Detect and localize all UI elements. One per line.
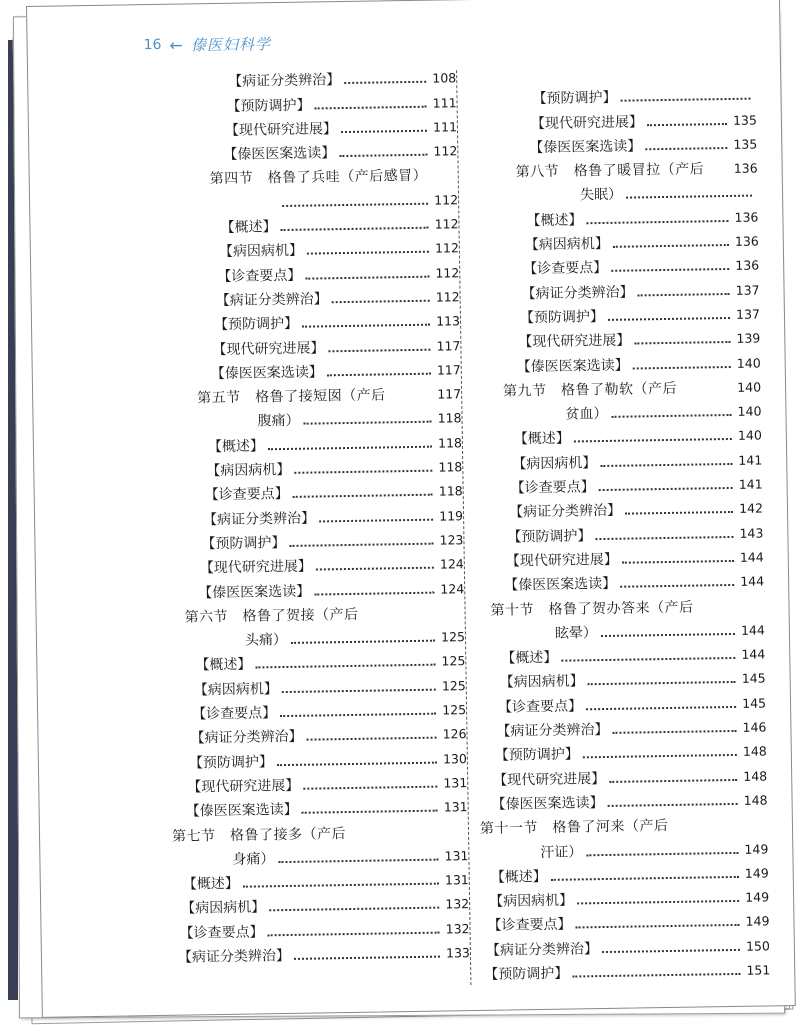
- toc-entry: [160, 937, 470, 966]
- toc-entry-text: 【病因病机】: [512, 454, 597, 473]
- dot-leader: [625, 511, 733, 515]
- dot-leader: [327, 373, 431, 377]
- dot-leader: [600, 463, 732, 467]
- toc-entry-text: 【诊查要点】: [204, 486, 289, 504]
- toc-entry-text: 失眠）: [579, 187, 623, 204]
- toc-page-number: 136: [734, 233, 759, 249]
- toc-page-number: 141: [738, 476, 763, 492]
- dot-leader: [613, 244, 729, 248]
- dot-leader: [626, 195, 752, 199]
- toc-entry-text: 【傣医医案选读】: [223, 145, 336, 164]
- toc-entry-text: 【预防调护】: [213, 316, 299, 334]
- toc-entry-text: 【概述】: [513, 430, 570, 448]
- toc-page-number: 125: [441, 653, 466, 669]
- dot-leader: [303, 786, 437, 790]
- toc-entry-text: 【病因病机】: [193, 680, 278, 699]
- toc-page-number: 149: [744, 840, 769, 857]
- toc-entry-text: 【预防调护】: [519, 308, 605, 327]
- toc-page-number: 144: [741, 646, 766, 662]
- toc-entry-text: 【预防调护】: [201, 534, 286, 553]
- toc-entry-text: 【病证分类辨治】: [177, 947, 291, 966]
- toc-page-number: 119: [439, 507, 464, 524]
- toc-entry-text: 【病证分类辨治】: [190, 729, 303, 747]
- back-arrow-icon: ←: [169, 35, 184, 55]
- dot-leader: [243, 883, 439, 888]
- dot-leader: [574, 438, 732, 442]
- toc-entry-text: 【病证分类辨治】: [202, 510, 316, 528]
- toc-page-number: 130: [442, 750, 467, 767]
- toc-entry-text: 【傣医医案选读】: [504, 576, 617, 594]
- dot-leader: [602, 949, 740, 953]
- toc-page-number: 149: [745, 913, 770, 930]
- dot-leader: [576, 924, 740, 929]
- toc-page-number: 144: [739, 549, 764, 565]
- toc-entry-text: 腹痛）: [257, 413, 300, 430]
- dot-leader: [328, 348, 430, 352]
- dot-leader: [282, 688, 436, 692]
- toc-entry-text: 【预防调护】: [188, 753, 274, 772]
- toc-entry-text: 【病证分类辨治】: [496, 721, 609, 740]
- toc-entry-text: 【预防调护】: [494, 746, 579, 765]
- toc-entry-text: 【病证分类辨治】: [215, 291, 328, 310]
- toc-page-number: 125: [440, 629, 466, 645]
- dot-leader: [302, 324, 430, 328]
- dot-leader: [344, 81, 426, 84]
- dot-leader: [304, 421, 432, 425]
- toc-entry-text: 【概述】: [220, 219, 277, 237]
- dot-leader: [572, 973, 740, 978]
- toc-entry-text: 【概述】: [182, 875, 239, 893]
- toc-page-number: 124: [440, 580, 465, 597]
- toc-page-number: 118: [438, 483, 463, 499]
- toc-entry-text: 【病因病机】: [489, 892, 574, 910]
- dot-leader: [551, 876, 739, 881]
- toc-entry-text: 头痛）: [244, 632, 288, 649]
- toc-page-number: 140: [737, 403, 762, 420]
- toc-page-number: 148: [743, 792, 768, 808]
- dot-leader: [611, 268, 729, 272]
- toc-entry-text: 【现代研究进展】: [187, 777, 300, 796]
- toc-entry-text: 【诊查要点】: [523, 260, 608, 278]
- toc-column-left: [146, 62, 470, 966]
- toc-entry-text: 【诊查要点】: [497, 698, 583, 716]
- dot-leader: [586, 851, 738, 855]
- toc-entry-text: 【傣医医案选读】: [516, 357, 629, 375]
- toc-page-number: 131: [444, 847, 469, 864]
- dot-leader: [609, 779, 737, 783]
- dot-leader: [647, 123, 727, 126]
- toc-page-number: 141: [738, 452, 763, 468]
- toc-page-number: 143: [739, 525, 764, 541]
- toc-page-number: 125: [442, 702, 467, 718]
- dot-leader: [307, 251, 429, 255]
- toc-page-number: 112: [434, 240, 459, 256]
- toc-entry-text: 【病因病机】: [206, 461, 291, 480]
- dot-leader: [293, 494, 433, 498]
- dot-leader: [612, 414, 732, 418]
- dot-leader: [302, 810, 438, 814]
- toc-entry-text: 【诊查要点】: [510, 479, 595, 497]
- dot-leader: [622, 560, 734, 564]
- toc-entry-text: 【病因病机】: [524, 235, 609, 254]
- toc-page-number: 135: [733, 136, 758, 152]
- toc-entry: [480, 954, 770, 983]
- toc-page-number: 118: [438, 459, 463, 475]
- toc-page-number: 111: [432, 94, 457, 111]
- toc-entry-text: 【预防调护】: [226, 97, 311, 115]
- dot-leader: [561, 657, 735, 662]
- dot-leader: [315, 105, 427, 109]
- toc-page-number: 125: [441, 677, 466, 694]
- toc-entry-text: 【预防调护】: [484, 965, 569, 983]
- toc-page-number: 132: [445, 920, 470, 937]
- toc-entry-text: 【傣医医案选读】: [210, 364, 323, 383]
- toc-page-number: 113: [436, 313, 461, 329]
- dot-leader: [645, 147, 727, 150]
- toc-column-right: [466, 80, 770, 983]
- toc-page-number: 132: [445, 896, 470, 912]
- dot-leader: [638, 293, 730, 296]
- toc-entry-text: 【预防调护】: [507, 527, 592, 546]
- toc-entry-text: 【傣医医案选读】: [185, 802, 298, 820]
- toc-page-number: 136: [733, 160, 758, 177]
- toc-page-number: 139: [736, 330, 761, 347]
- toc-entry-text: 【诊查要点】: [192, 705, 277, 723]
- dot-leader: [577, 900, 739, 905]
- toc-page-number: 112: [433, 143, 458, 159]
- toc-entry-text: 第七节 格鲁了接多（产后: [171, 825, 347, 845]
- dot-leader: [586, 220, 728, 224]
- toc-page-number: 137: [735, 306, 761, 322]
- dot-leader: [608, 803, 738, 807]
- toc-entry-text: 【病因病机】: [218, 243, 304, 261]
- toc-page: [26, 0, 796, 1018]
- dot-leader: [305, 275, 429, 279]
- toc-entry-text: 【概述】: [490, 868, 547, 886]
- toc-entry-text: 【病证分类辨治】: [508, 503, 622, 521]
- toc-page-number: 118: [437, 434, 463, 451]
- dot-leader: [341, 130, 427, 133]
- dot-leader: [608, 317, 730, 321]
- toc-page-number: 108: [432, 70, 457, 86]
- toc-entry-text: 【诊查要点】: [179, 924, 264, 942]
- dot-leader: [599, 487, 733, 491]
- book-title: 傣医妇科学: [190, 34, 272, 54]
- dot-leader: [314, 591, 434, 595]
- toc-entry-text: 第六节 格鲁了贺接（产后: [184, 606, 359, 626]
- toc-entry-text: 【病证分类辨治】: [485, 940, 599, 959]
- dot-leader: [319, 518, 433, 522]
- toc-entry-text: 【病证分类辨治】: [521, 284, 634, 302]
- toc-page-number: 118: [437, 410, 462, 427]
- toc-entry-text: 第十节 格鲁了贺办答来（产后: [490, 599, 694, 619]
- toc-page-number: 148: [742, 743, 767, 760]
- toc-page-number: 111: [432, 119, 458, 135]
- dot-leader: [586, 706, 736, 710]
- toc-entry-text: 汗证）: [540, 843, 583, 861]
- toc-entry-text: 【概述】: [526, 212, 583, 229]
- toc-page-number: 133: [445, 945, 471, 961]
- toc-entry-text: 【诊查要点】: [487, 916, 572, 935]
- dot-leader: [332, 300, 430, 304]
- toc-entry-text: 【现代研究进展】: [224, 121, 338, 139]
- dot-leader: [583, 754, 737, 758]
- toc-page-number: 135: [732, 112, 757, 128]
- toc-page-number: 136: [734, 209, 759, 225]
- dot-leader: [291, 640, 435, 644]
- toc-page-number: 150: [745, 938, 770, 954]
- toc-entry-text: 【诊查要点】: [217, 267, 302, 285]
- toc-page-number: 145: [741, 670, 766, 687]
- dot-leader: [595, 536, 733, 540]
- toc-entry-text: 第八节 格鲁了暖冒拉（产后: [515, 161, 705, 181]
- toc-entry-text: 【现代研究进展】: [518, 332, 631, 351]
- toc-page-number: 126: [442, 726, 467, 742]
- page-header: [143, 31, 271, 57]
- dot-leader: [289, 543, 433, 547]
- dot-leader: [633, 366, 731, 370]
- toc-entry-text: 第十一节 格鲁了河来（产后: [479, 818, 669, 838]
- toc-entry-text: 第四节 格鲁了兵哇（产后感冒）: [209, 168, 428, 188]
- dot-leader: [281, 227, 429, 231]
- dot-leader: [339, 154, 427, 157]
- dot-leader: [294, 470, 432, 474]
- toc-page-number: 140: [737, 379, 762, 395]
- dot-leader: [612, 730, 736, 734]
- toc-page-number: 117: [436, 337, 461, 354]
- toc-entry-text: 【病证分类辨治】: [228, 72, 341, 91]
- dot-leader: [269, 907, 439, 912]
- toc-page-number: 124: [439, 556, 464, 572]
- toc-page-number: 151: [746, 962, 771, 978]
- toc-entry-text: 第五节 格鲁了接短囡（产后: [197, 387, 386, 407]
- dot-leader: [255, 664, 435, 669]
- dot-leader: [268, 445, 432, 450]
- toc-page-number: 131: [443, 775, 468, 791]
- toc-entry-text: 【病因病机】: [499, 673, 584, 692]
- toc-entry-text: 【概述】: [501, 649, 558, 667]
- page-number: 16: [143, 36, 162, 54]
- toc-page-number: 145: [742, 695, 767, 711]
- dot-leader: [634, 341, 730, 345]
- toc-page-number: 131: [443, 799, 468, 815]
- toc-page-number: 112: [434, 216, 459, 232]
- dot-leader: [277, 761, 437, 766]
- dot-leader: [681, 392, 731, 393]
- dot-leader: [294, 956, 440, 960]
- toc-entry-text: 【傣医医案选读】: [198, 583, 311, 601]
- toc-page-number: 144: [740, 573, 765, 590]
- toc-page-number: 142: [739, 500, 764, 517]
- toc-entry-text: 身痛）: [232, 851, 275, 868]
- toc-entry-text: 【现代研究进展】: [505, 551, 618, 570]
- dot-leader: [278, 858, 438, 863]
- dot-leader: [588, 681, 736, 685]
- toc-entry-text: 眩晕）: [554, 624, 598, 642]
- toc-page-number: 112: [434, 192, 459, 208]
- dot-leader: [280, 713, 436, 717]
- dot-leader: [316, 567, 434, 571]
- toc-entry-text: 【现代研究进展】: [199, 558, 312, 577]
- toc-entry-text: 【概述】: [207, 438, 265, 455]
- toc-entry-text: 贫血）: [565, 406, 608, 423]
- toc-entry-text: 【傣医医案选读】: [491, 794, 604, 813]
- toc-page-number: 131: [444, 872, 469, 888]
- toc-entry-text: 【傣医医案选读】: [529, 138, 642, 157]
- dot-leader: [601, 633, 735, 637]
- toc-page-number: 149: [745, 889, 770, 905]
- toc-page-number: 144: [740, 622, 766, 638]
- dot-leader: [390, 399, 432, 400]
- toc-page-number: 146: [742, 719, 767, 735]
- dot-leader: [621, 98, 751, 102]
- toc-page-number: 137: [735, 282, 760, 298]
- toc-entry-text: 【现代研究进展】: [493, 770, 606, 789]
- toc-page-number: 149: [744, 865, 769, 881]
- toc-page-number: 112: [435, 289, 460, 305]
- toc-entry-text: 【病因病机】: [181, 899, 266, 918]
- toc-page-number: 148: [743, 768, 768, 784]
- toc-page-number: 136: [735, 257, 760, 274]
- toc-entry-text: 第九节 格鲁了勒软（产后: [502, 380, 678, 400]
- toc-entry-text: 【预防调护】: [532, 90, 617, 108]
- dot-leader: [620, 584, 734, 588]
- toc-page-number: 140: [737, 427, 762, 444]
- toc-page-number: 123: [439, 532, 464, 548]
- toc-page-number: 117: [437, 386, 462, 402]
- toc-entry-text: 【概述】: [195, 656, 252, 674]
- dot-leader: [282, 202, 428, 206]
- toc-entry-text: 【现代研究进展】: [530, 113, 644, 132]
- toc-page-number: 140: [736, 355, 761, 371]
- toc-page-number: 112: [435, 264, 460, 281]
- dot-leader: [307, 737, 437, 741]
- dot-leader: [268, 931, 440, 936]
- toc-entry-text: 【现代研究进展】: [212, 339, 325, 358]
- toc-page-number: 117: [436, 362, 461, 378]
